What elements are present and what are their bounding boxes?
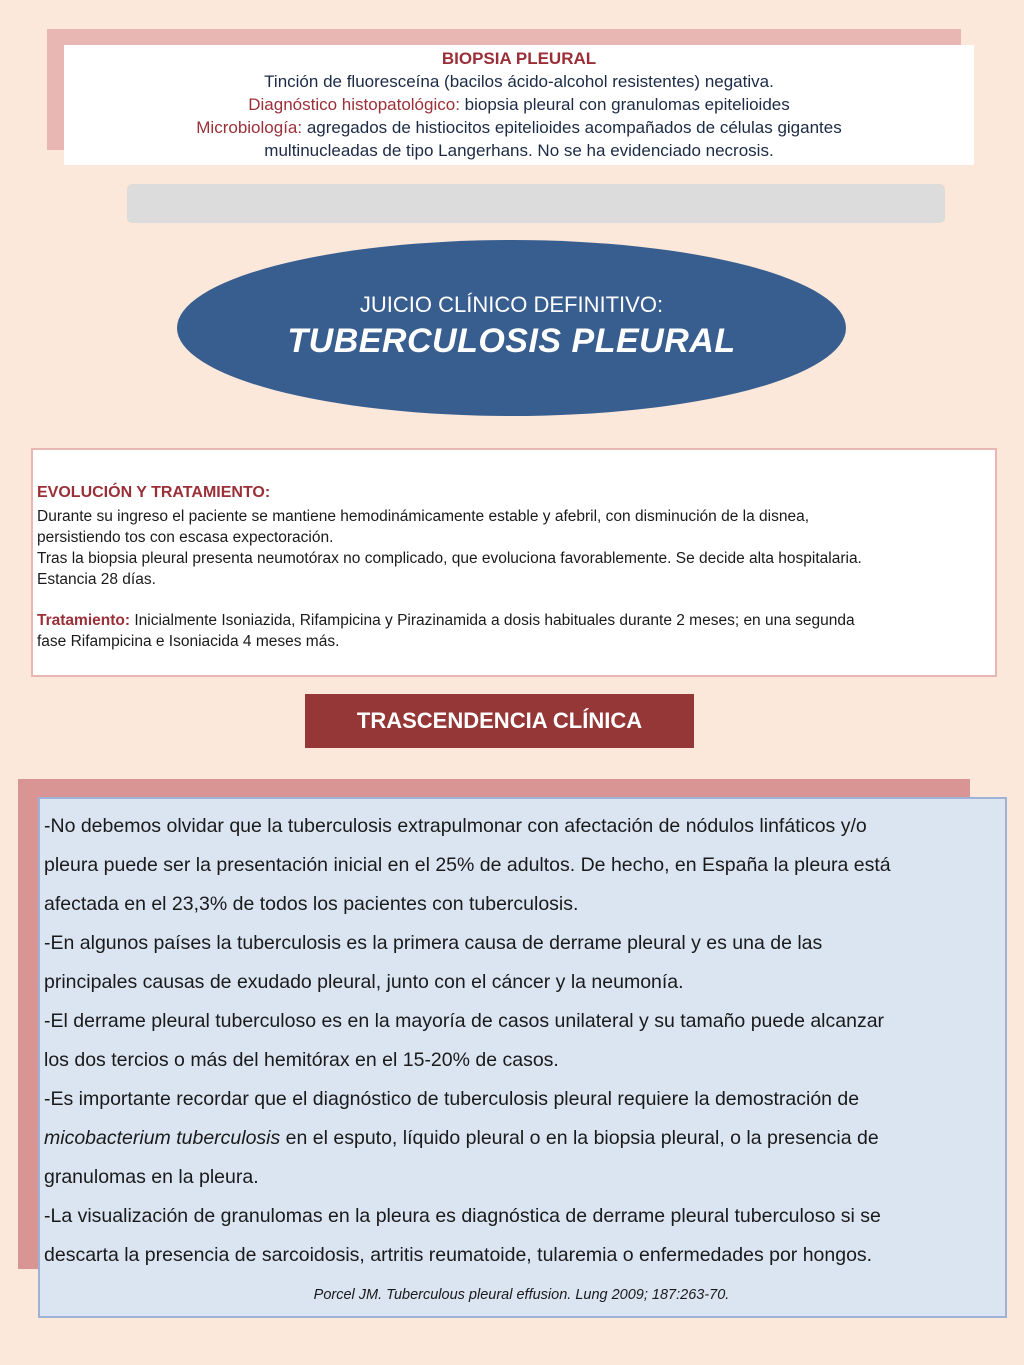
evolution-title: EVOLUCIÓN Y TRATAMIENTO: xyxy=(37,484,271,501)
evolution-line-4: Estancia 28 días. xyxy=(37,571,156,588)
clinical-line-6: -El derrame pleural tuberculoso es en la mayoría de casos unilateral y su tamaño puede alcanzar xyxy=(44,1010,885,1032)
diagnosis-label: JUICIO CLÍNICO DEFINITIVO: xyxy=(359,292,664,317)
clinical-line-3: afectada en el 23,3% de todos los pacientes con tuberculosis. xyxy=(44,893,579,915)
treatment-line-1 xyxy=(37,610,995,631)
biopsy-line-3 xyxy=(64,116,974,139)
evolution-line-1: Durante su ingreso el paciente se mantiene hemodinámicamente estable y afebril, con disminución de la disnea, xyxy=(37,508,810,525)
clinical-line-8: -Es importante recordar que el diagnóstico de tuberculosis pleural requiere la demostración de xyxy=(44,1088,860,1110)
clinical-line-9 xyxy=(44,1119,999,1158)
diagnosis-value: TUBERCULOSIS PLEURAL xyxy=(287,322,736,360)
clinical-line-2: pleura puede ser la presentación inicial en el 25% de adultos. De hecho, en España la pleura está xyxy=(44,854,891,876)
biopsy-line-1: Tinción de fluoresceína (bacilos ácido-alcohol resistentes) negativa. xyxy=(264,72,774,91)
treatment-text: Inicialmente Isoniazida, Rifampicina y Pirazinamida a dosis habituales durante 2 meses; en una segunda xyxy=(130,612,855,629)
clinical-line-5: principales causas de exudado pleural, junto con el cáncer y la neumonía. xyxy=(44,971,684,993)
biopsy-box xyxy=(64,45,974,165)
treatment-label: Tratamiento: xyxy=(37,612,131,629)
clinical-line-7: los dos tercios o más del hemitórax en el 15-20% de casos. xyxy=(44,1049,559,1071)
biopsy-line-2 xyxy=(64,93,974,116)
treatment-line-2: fase Rifampicina e Isoniacida 4 meses más. xyxy=(37,633,340,650)
clinical-box xyxy=(38,797,1007,1318)
micro-label: Microbiología: xyxy=(196,118,303,137)
clinical-line-1: -No debemos olvidar que la tuberculosis extrapulmonar con afectación de nódulos linfáticos y/o xyxy=(44,815,867,837)
biopsy-line-4: multinucleadas de tipo Langerhans. No se ha evidenciado necrosis. xyxy=(264,141,774,160)
histo-label: Diagnóstico histopatológico: xyxy=(248,95,460,114)
clinical-line-11: -La visualización de granulomas en la pleura es diagnóstica de derrame pleural tuberculoso si se xyxy=(44,1205,881,1227)
divider-bar xyxy=(127,184,945,223)
evolution-box xyxy=(31,448,997,677)
evolution-line-2: persistiendo tos con escasa expectoración. xyxy=(37,529,334,546)
clinical-line-9-rest: en el esputo, líquido pleural o en la biopsia pleural, o la presencia de xyxy=(280,1127,879,1149)
evolution-line-3: Tras la biopsia pleural presenta neumotórax no complicado, que evoluciona favorablemente. Se decide alta hospitalaria. xyxy=(37,550,862,567)
italic-term: micobacterium tuberculosis xyxy=(44,1127,281,1149)
clinical-line-12: descarta la presencia de sarcoidosis, artritis reumatoide, tularemia o enfermedades por hongos. xyxy=(44,1244,873,1266)
micro-text: agregados de histiocitos epitelioides acompañados de células gigantes xyxy=(302,118,842,137)
clinical-line-4: -En algunos países la tuberculosis es la primera causa de derrame pleural y es una de las xyxy=(44,932,823,954)
histo-text: biopsia pleural con granulomas epitelioides xyxy=(459,95,790,114)
biopsy-title: BIOPSIA PLEURAL xyxy=(441,49,597,68)
diagnosis-ellipse xyxy=(177,240,846,416)
trascendencia-heading: TRASCENDENCIA CLÍNICA xyxy=(305,694,694,748)
reference-citation: Porcel JM. Tuberculous pleural effusion. Lung 2009; 187:263-70. xyxy=(313,1287,730,1303)
clinical-line-10: granulomas en la pleura. xyxy=(44,1166,259,1188)
